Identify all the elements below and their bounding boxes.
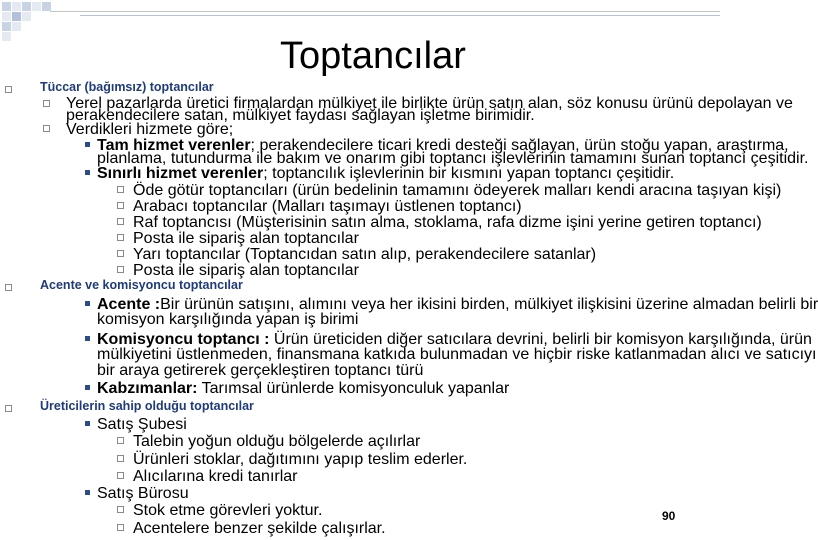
hollow-square-bullet-icon	[117, 234, 124, 241]
commission-label: Komisyoncu toptancı :	[97, 331, 270, 348]
hollow-square-bullet-icon	[43, 100, 50, 107]
service-intro-text: Verdikleri hizmete göre;	[66, 121, 234, 138]
hollow-square-bullet-icon	[117, 437, 124, 444]
hollow-square-bullet-icon	[117, 218, 124, 225]
broker-label: Kabzımanlar:	[97, 380, 198, 397]
hollow-square-bullet-icon	[5, 86, 12, 93]
list-item: Arabacı toptancılar (Malları taşımayı üstlenen toptancı)	[133, 198, 522, 215]
list-item: Alıcılarına kredi tanırlar	[133, 468, 298, 485]
divider-line	[50, 11, 720, 12]
broker-item	[97, 380, 509, 398]
agent-text: komisyon karşılığında yapan iş birimi	[97, 311, 359, 328]
divider-line	[80, 15, 720, 16]
filled-square-bullet-icon	[85, 421, 90, 426]
list-item: Posta ile sipariş alan toptancılar	[133, 262, 359, 279]
filled-square-bullet-icon	[85, 490, 90, 495]
definition-text: perakendecilere satan, mülkiyet faydası sağlayan işletme birimidir.	[66, 107, 535, 124]
limited-service-item	[97, 165, 674, 183]
definition-text: Yerel pazarlarda üretici firmalardan mülkiyet ile birlikte ürün satın alan, söz konusu ürünü depolayan ve	[66, 95, 793, 112]
filled-square-bullet-icon	[85, 385, 90, 390]
hollow-square-bullet-icon	[117, 524, 124, 531]
full-service-label: Tam hizmet verenler	[97, 137, 251, 154]
list-item: Yarı toptancılar (Toptancıdan satın alıp, perakendecilere satanlar)	[133, 246, 597, 263]
page-title: Toptancılar	[280, 35, 466, 77]
sales-branch-item: Satış Şubesi	[97, 416, 187, 433]
hollow-square-bullet-icon	[5, 284, 12, 291]
list-item: Stok etme görevleri yoktur.	[133, 502, 323, 519]
hollow-square-bullet-icon	[43, 125, 50, 132]
hollow-square-bullet-icon	[5, 405, 12, 412]
limited-service-label: Sınırlı hizmet verenler	[97, 165, 264, 182]
section-heading-manufacturer: Üreticilerin sahip olduğu toptancılar	[40, 399, 254, 413]
list-item: Raf toptancısı (Müşterisinin satın alma, stoklama, rafa dizme işini yerine getiren toptancı)	[133, 214, 762, 231]
list-item: Öde götür toptancıları (ürün bedelinin tamamını ödeyerek malları kendi aracına taşıyan kişi)	[133, 182, 782, 199]
hollow-square-bullet-icon	[117, 250, 124, 257]
filled-square-bullet-icon	[85, 336, 90, 341]
hollow-square-bullet-icon	[117, 506, 124, 513]
full-service-text: planlama, tutundurma ile bakım ve onarım gibi toptancı işlevlerinin tamamını sunan toptancı çeşitidir.	[97, 150, 809, 167]
list-item: Talebin yoğun olduğu bölgelerde açılırlar	[133, 433, 421, 450]
full-service-text: ; perakendecilere ticari kredi desteği sağlayan, ürün stoğu yapan, araştırma,	[250, 137, 789, 154]
hollow-square-bullet-icon	[117, 455, 124, 462]
hollow-square-bullet-icon	[117, 186, 124, 193]
commission-text: Ürün üreticiden diğer satıcılara devrini, belirli bir komisyon karşılığında, ürün	[269, 331, 812, 348]
hollow-square-bullet-icon	[117, 266, 124, 273]
agent-label: Acente :	[97, 296, 161, 313]
section-heading-merchant: Tüccar (bağımsız) toptancılar	[40, 80, 214, 94]
commission-text: bir araya getirerek gerçekleştiren toptancı türü	[97, 362, 424, 379]
list-item: Acentelere benzer şekilde çalışırlar.	[133, 520, 386, 537]
hollow-square-bullet-icon	[117, 202, 124, 209]
commission-text: mülkiyetini üstlenmeden, finansmana katkıda bulunmadan ve hiçbir riske katlanmadan alıcı ve satıcıyı	[97, 346, 817, 363]
sales-office-item: Satış Bürosu	[97, 485, 189, 502]
list-item: Posta ile sipariş alan toptancılar	[133, 230, 359, 247]
agent-text: Bir ürünün satışını, alımını veya her ikisini birden, mülkiyet ilişkisini üzerine almadan belirli bir	[160, 296, 818, 313]
page-number: 90	[662, 509, 676, 523]
corner-decoration	[0, 0, 80, 45]
list-item: Ürünleri stoklar, dağıtımını yapıp teslim ederler.	[133, 451, 468, 468]
filled-square-bullet-icon	[85, 301, 90, 306]
broker-text: Tarımsal ürünlerde komisyonculuk yapanlar	[197, 380, 510, 397]
filled-square-bullet-icon	[85, 142, 90, 147]
hollow-square-bullet-icon	[117, 472, 124, 479]
section-heading-agent: Acente ve komisyoncu toptancılar	[40, 278, 243, 292]
filled-square-bullet-icon	[85, 170, 90, 175]
limited-service-text: ; toptancılık işlevlerinin bir kısmını yapan toptancı çeşitidir.	[263, 165, 675, 182]
